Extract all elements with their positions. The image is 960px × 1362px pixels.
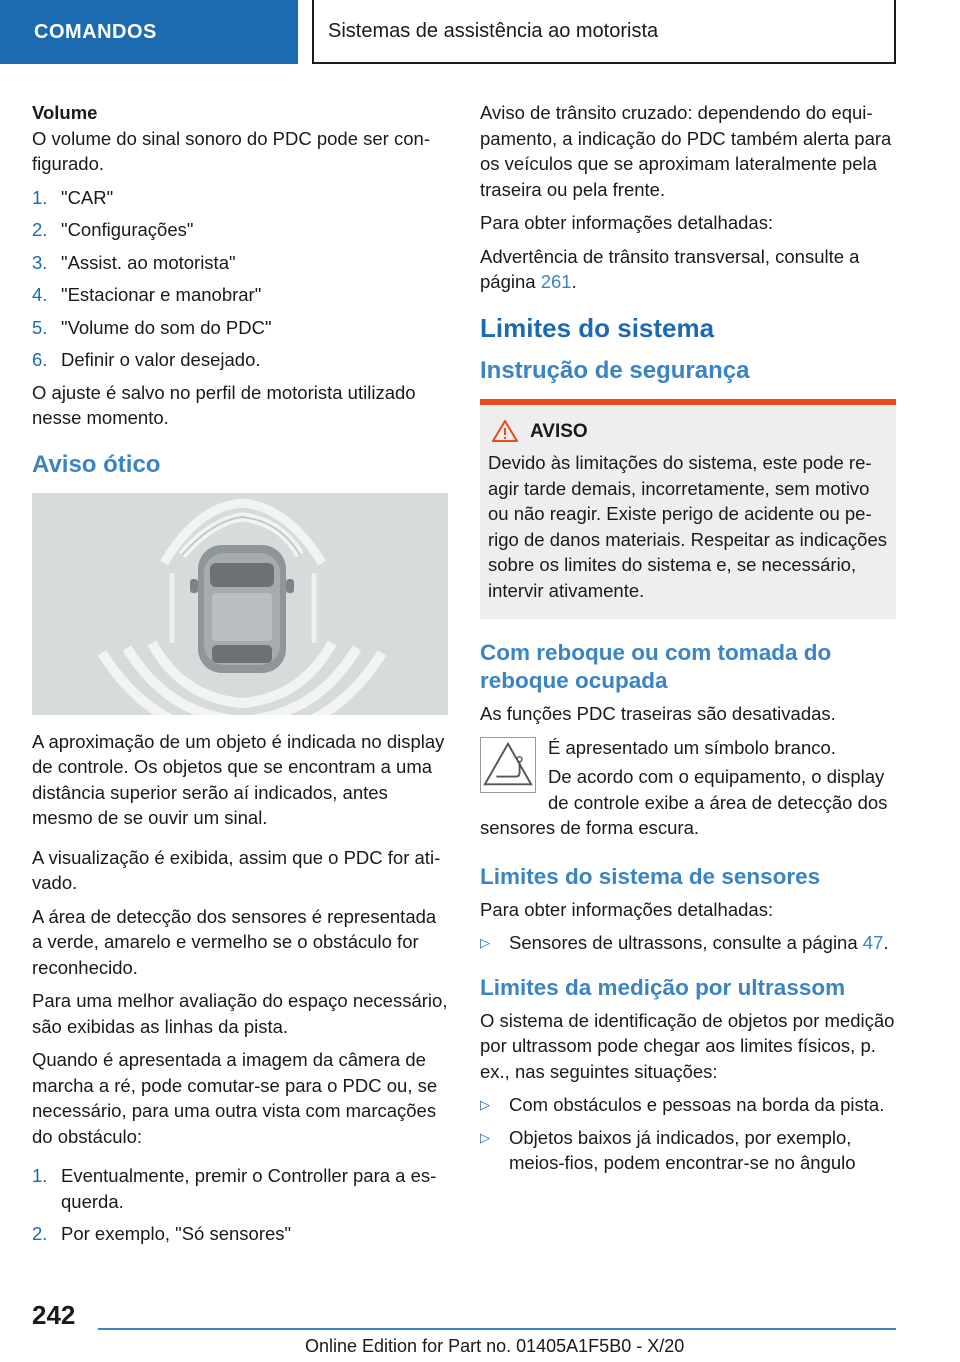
step-text: "Estacionar e manobrar": [61, 284, 262, 305]
volume-text: O volume do sinal sonoro do PDC pode ser configurado.: [32, 127, 430, 174]
reboque-heading: Com reboque ou com tomada do reboque ocupada: [480, 640, 832, 693]
list-item: [32, 250, 448, 276]
paragraph: O sistema de identificação de objetos por medição por ultrassom pode chegar aos limites físicos, p. ex., nas seguintes situações:: [480, 1009, 895, 1082]
pdc-display-figure: [32, 493, 448, 715]
car-sensor-illustration: [32, 493, 448, 715]
footer-divider: [98, 1328, 896, 1330]
right-column: [480, 100, 896, 1183]
step-number: 2.: [32, 219, 48, 240]
list-item: [32, 1163, 448, 1214]
paragraph: A aproximação de um objeto é indicada no display de controle. Os objetos que se encontram a uma distância superior serão aí indicados, antes mesmo de se ouvir um sinal.: [32, 730, 445, 828]
step-text: "CAR": [61, 186, 114, 208]
step-text: "Assist. ao motorista": [61, 251, 236, 273]
list-item: [480, 1092, 896, 1118]
punctuation: .: [571, 271, 577, 292]
step-text: "Volume do som do PDC": [61, 316, 272, 338]
warning-title: [488, 419, 888, 445]
bullet-triangle-icon: ▷: [480, 1129, 490, 1145]
paragraph: A área de detecção dos sensores é representada a verde, amarelo e vermelho se o obstáculo for reconhecido.: [32, 905, 437, 978]
paragraph: [480, 244, 896, 295]
paragraph: É apresentado um símbolo branco.: [548, 736, 836, 758]
warning-text: Devido às limitações do sistema, este pode reagir tarde demais, incorretamente, sem motivo ou não reagir. Existe perigo de acidente ou perigo de danos materiais. Respeitar as indicações sobre os limites do sistema e, se necessário, intervir ativamente.: [488, 452, 887, 601]
ultrassom-heading: Limites da medição por ultrassom: [480, 974, 846, 1000]
paragraph: A visualização é exibida, assim que o PDC for ativado.: [32, 846, 441, 893]
step-number: 4.: [32, 284, 48, 305]
paragraph: Para uma melhor avaliação do espaço necessário, são exibidas as linhas da pista.: [32, 990, 448, 1037]
list-item: [32, 1221, 448, 1247]
step-number: 1.: [32, 1165, 48, 1186]
step-number: 3.: [32, 251, 48, 273]
step-number: 5.: [32, 316, 48, 338]
list-item: [32, 217, 448, 243]
trailer-symbol-block: [480, 735, 896, 841]
list-item: [480, 930, 896, 956]
list-text: Objetos baixos já indicados, por exemplo, meios-fios, podem encontrar-se no ângulo: [509, 1126, 856, 1173]
warning-label: AVISO: [530, 420, 588, 442]
list-text: Sensores de ultrassons, consulte a página: [509, 932, 863, 953]
list-item: [32, 315, 448, 341]
volume-steps: [32, 185, 448, 373]
warning-box: [480, 399, 896, 620]
list-item: [32, 347, 448, 373]
paragraph: Aviso de trânsito cruzado: dependendo do equipamento, a indicação do PDC também alerta para os veículos que se aproximam lateralmente pela traseira ou pela frente.: [480, 102, 892, 200]
page-link[interactable]: 261: [540, 271, 572, 292]
volume-heading: Volume: [32, 102, 98, 123]
volume-note: O ajuste é salvo no perfil de motorista utilizado nesse momento.: [32, 381, 416, 428]
page-number: 242: [32, 1300, 76, 1330]
paragraph: As funções PDC traseiras são desativadas.: [480, 703, 836, 724]
page-link[interactable]: 47: [862, 932, 884, 953]
punctuation: .: [883, 932, 889, 953]
list-item: [32, 185, 448, 211]
list-text: Com obstáculos e pessoas na borda da pista.: [509, 1094, 885, 1115]
bullet-triangle-icon: ▷: [480, 935, 490, 950]
sensores-list: [480, 930, 896, 956]
bullet-triangle-icon: ▷: [480, 1097, 490, 1112]
limites-heading: Limites do sistema: [480, 312, 715, 343]
aviso-otico-heading: Aviso ótico: [32, 450, 161, 478]
ultrassom-list: [480, 1092, 896, 1176]
step-number: 1.: [32, 186, 48, 208]
warning-triangle-icon: [492, 420, 518, 442]
left-column: [32, 100, 448, 1254]
step-text: Por exemplo, "Só sensores": [61, 1223, 292, 1244]
step-text: Eventualmente, premir o Controller para a esquerda.: [61, 1165, 437, 1212]
section-tab: COMANDOS: [0, 0, 298, 64]
camera-steps: [32, 1163, 448, 1247]
paragraph: Para obter informações detalhadas:: [480, 212, 774, 233]
step-number: 2.: [32, 1223, 48, 1244]
paragraph: Quando é apresentada a imagem da câmera de marcha a ré, pode comutar-se para o PDC ou, se necessário, para uma outra vista com marcações do obstáculo:: [32, 1049, 438, 1147]
reference-text: Advertência de trânsito transversal, consulte a página: [480, 245, 860, 292]
chapter-title: Sistemas de assistência ao motorista: [312, 0, 896, 64]
list-item: [480, 1125, 896, 1176]
list-item: [32, 282, 448, 308]
step-text: Definir o valor desejado.: [61, 349, 261, 370]
paragraph: Para obter informações detalhadas:: [480, 898, 774, 920]
instrucao-heading: Instrução de segurança: [480, 356, 750, 384]
edition-footer: Online Edition for Part no. 01405A1F5B0 - X/20: [305, 1336, 685, 1356]
sensores-heading: Limites do sistema de sensores: [480, 863, 821, 889]
step-number: 6.: [32, 349, 48, 370]
step-text: "Configurações": [61, 219, 194, 240]
paragraph: De acordo com o equipamento, o display de controle exibe a área de detecção dos sensores de forma escura.: [480, 766, 888, 838]
trailer-warning-icon: [480, 737, 536, 793]
